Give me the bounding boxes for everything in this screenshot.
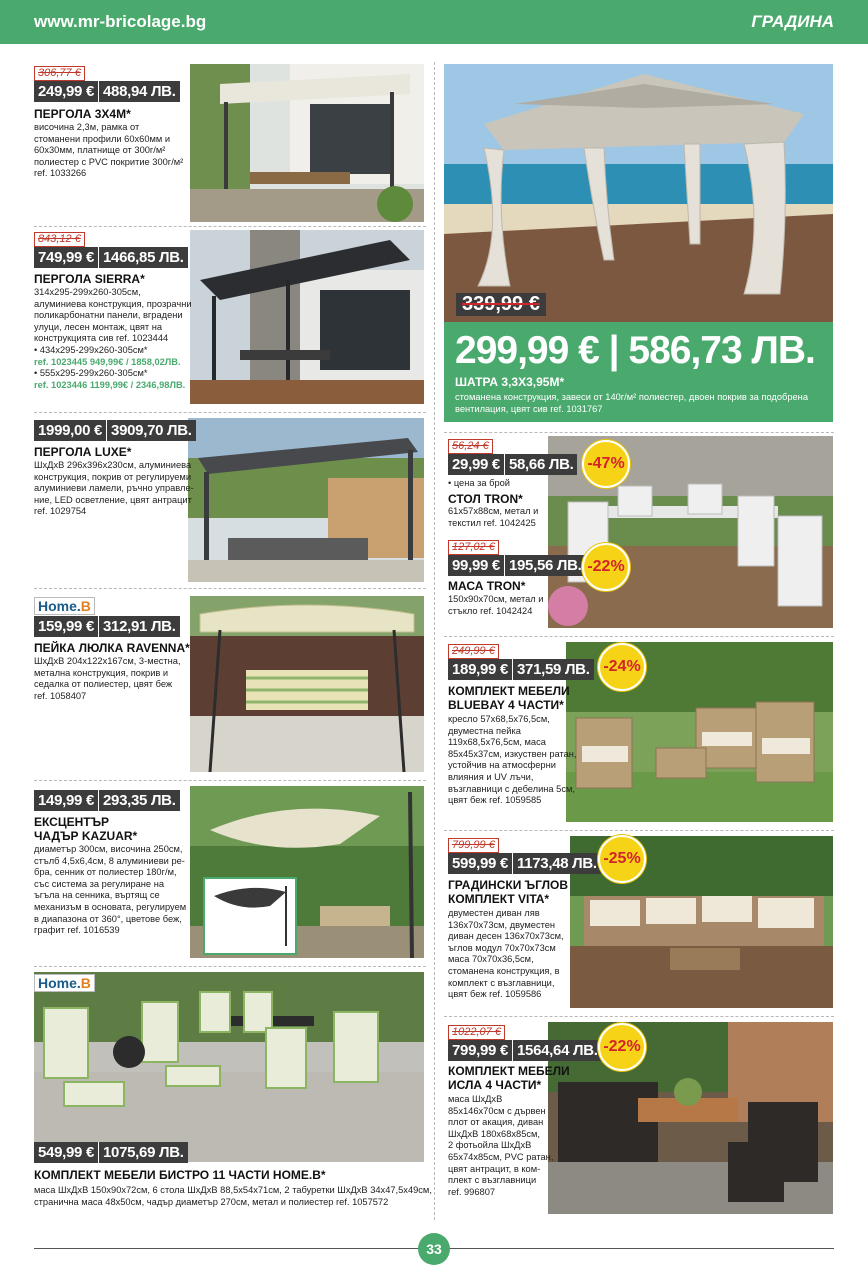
price-tag — [448, 1040, 602, 1061]
price-bgn: 1564,64 ЛВ. — [512, 1040, 602, 1061]
divider — [444, 636, 834, 637]
price-eur: 149,99 € — [38, 792, 94, 809]
site-url[interactable]: www.mr-bricolage.bg — [34, 12, 207, 31]
price-bgn: 58,66 ЛВ. — [504, 454, 578, 475]
price-eur: 189,99 € — [452, 661, 508, 678]
price-tag — [34, 247, 188, 268]
price-tag — [34, 420, 196, 441]
product-desc: ШхДхВ 296х396х230см, алуминиева конструкция, покрив от регулируеми алуминиеви ламели, ръчно управле- ние, LED осветление, цвят антрацит ref. 1029754 — [34, 460, 194, 517]
pergola-luxe-photo — [188, 418, 424, 582]
pergola-3x4-photo — [190, 64, 424, 222]
price-eur: 249,99 € — [38, 83, 94, 100]
home-b-logo: Home.B — [34, 597, 95, 615]
divider — [34, 588, 426, 589]
page-header — [0, 0, 868, 44]
old-price: 843,12 € — [34, 232, 85, 247]
product-desc: диаметър 300см, височина 250см, стълб 4,5х6,4см, 8 алуминиеви ре- бра, сенник от полиестер 180г/м, със система за регулиране на ъгъла на сенника, въртящ се механизъм в основата, регулируем в диапазона от 360°, цветове беж, графит ref. 1016539 — [34, 844, 187, 936]
price-bgn: 371,59 ЛВ. — [512, 659, 594, 680]
old-price: 249,99 € — [448, 644, 499, 659]
product-title: ГРАДИНСКИ ЪГЛОВ КОМПЛЕКТ VITA* — [448, 878, 569, 906]
old-price: 306,77 € — [34, 66, 85, 81]
product-desc: стоманена конструкция, завеси от 140г/м² полиестер, двоен покрив за подобрена вентилация, цвят сив ref. 1031767 — [455, 392, 808, 414]
bistro-set-photo — [34, 972, 424, 1162]
divider — [34, 780, 426, 781]
old-price: 56,24 € — [448, 439, 493, 454]
price-bgn: 3909,70 ЛВ. — [106, 420, 196, 441]
price-tag — [34, 616, 180, 637]
divider — [34, 226, 426, 227]
price-eur: 549,99 € — [38, 1144, 94, 1161]
product-desc: 150х90х70см, метал и стъкло ref. 1042424 — [448, 594, 544, 616]
product-title: КОМПЛЕКТ МЕБЕЛИ BLUEBAY 4 ЧАСТИ* — [448, 684, 570, 712]
price-bgn: 312,91 ЛВ. — [98, 616, 180, 637]
discount-badge: -47% — [582, 440, 630, 488]
product-desc: кресло 57х68,5х76,5см, двуместна пейка 119х68,5х76,5см, маса 85х45х37см, изкуствен ратан, устойчив на атмосферни влияния и UV лъчи, възглавници с дебелина 5см, цвят беж ref. 1059585 — [448, 714, 577, 806]
price-eur: 749,99 € — [38, 249, 94, 266]
price-tag — [34, 81, 180, 102]
product-title: ЕКСЦЕНТЪР ЧАДЪР KAZUAR* — [34, 815, 138, 843]
old-price: 339,99 € — [456, 293, 546, 316]
old-price: 1022,07 € — [448, 1025, 505, 1040]
price-big: 299,99 € | 586,73 ЛВ. — [455, 329, 815, 372]
price-tag — [448, 555, 586, 576]
price-bgn: 1466,85 ЛВ. — [98, 247, 188, 268]
product-desc: височина 2,3м, рамка от стоманени профили 60х60мм и 60х30мм, платнище от 300г/м² полиестер с PVC покритие 300г/м² ref. 1033266 — [34, 122, 184, 179]
product-title: МАСА TRON* — [448, 579, 526, 593]
product-title: ПЕЙКА ЛЮЛКА RAVENNA* — [34, 641, 190, 655]
price-eur: 599,99 € — [452, 855, 508, 872]
divider — [34, 966, 426, 967]
discount-badge: -24% — [598, 643, 646, 691]
price-eur: 159,99 € — [38, 618, 94, 635]
product-title: ПЕРГОЛА LUXE* — [34, 445, 132, 459]
product-title: КОМПЛЕКТ МЕБЕЛИ БИСТРО 11 ЧАСТИ HOME.B* — [34, 1168, 326, 1182]
swing-ravenna-photo — [190, 596, 424, 772]
product-desc: двуместен диван ляв 136х70х73см, двуместен диван десен 136х70х73см, ъглов модул 70х70х73см маса 70х70х36,5см, стоманена конструкция, в комплект с възглавници, цвят беж ref. 1059586 — [448, 908, 564, 1000]
product-desc: 314х295-299х260-305см, алуминиева конструкция, прозрачни поликарбонатни панели, вградени улуци, лесен монтаж, цвят на конструкцията сив ref. 1023444 • 434х295-299х260-305см* ref. 1023445 949,99€ / 1858,02ЛВ. • 555х295-299х260-305см* ref. 1023446 1199,99€ / 2346,98ЛВ. — [34, 287, 192, 390]
price-bgn: 488,94 ЛВ. — [98, 81, 180, 102]
product-desc: ШхДхВ 204х122х167см, 3-местна, метална конструкция, покрив и седалка от полиестер, цвят беж ref. 1058407 — [34, 656, 181, 701]
product-title: КОМПЛЕКТ МЕБЕЛИ ИСЛА 4 ЧАСТИ* — [448, 1064, 570, 1092]
product-desc: 61х57х88см, метал и текстил ref. 1042425 — [448, 506, 539, 528]
price-eur: 29,99 € — [452, 456, 500, 473]
gazebo-photo — [444, 64, 833, 324]
section-title: ГРАДИНА — [751, 12, 834, 31]
price-bgn: 293,35 ЛВ. — [98, 790, 180, 811]
divider — [444, 432, 834, 433]
umbrella-kazuar-photo — [190, 786, 424, 958]
discount-badge: -25% — [598, 835, 646, 883]
pergola-sierra-photo — [190, 230, 424, 404]
price-tag — [448, 853, 601, 874]
price-tag — [448, 454, 577, 475]
home-b-logo: Home.B — [34, 974, 95, 992]
price-tag — [448, 659, 594, 680]
price-eur: 1999,00 € — [38, 422, 103, 439]
product-desc: маса ШхДхВ 150х90х72см, 6 стола ШхДхВ 88,5х54х71см, 2 табуретки ШхДхВ 34х47,5х49см, странична маса 48х50см, чадър диаметър 270см, метал и полиестер ref. 1057572 — [34, 1185, 432, 1207]
price-eur: 799,99 € — [452, 1042, 508, 1059]
discount-badge: -22% — [598, 1023, 646, 1071]
divider — [34, 412, 426, 413]
product-desc: маса ШхДхВ 85х146х70см с дървен плот от акация, диван ШхДхВ 180х68х85см, 2 фотьойла ШхДхВ 65х74х85см, PVC ратан, цвят антрацит, в ком- плект с възглавници ref. 996807 — [448, 1094, 554, 1197]
price-note: • цена за брой — [448, 478, 510, 488]
old-price: 127,02 € — [448, 540, 499, 555]
divider — [444, 1016, 834, 1017]
price-bgn: 1173,48 ЛВ. — [512, 853, 601, 874]
product-title: СТОЛ TRON* — [448, 492, 523, 506]
product-title: ПЕРГОЛА SIERRA* — [34, 272, 145, 286]
price-bgn: 1075,69 ЛВ. — [98, 1142, 188, 1163]
price-tag — [34, 1142, 188, 1163]
product-title: ПЕРГОЛА 3Х4М* — [34, 107, 131, 121]
price-tag — [34, 790, 180, 811]
product-title: ШАТРА 3,3Х3,95М* — [455, 375, 565, 389]
page-number: 33 — [418, 1233, 450, 1265]
price-bgn: 195,56 ЛВ. — [504, 555, 586, 576]
discount-badge: -22% — [582, 543, 630, 591]
price-eur: 99,99 € — [452, 557, 500, 574]
divider — [444, 830, 834, 831]
column-divider — [434, 62, 435, 1220]
old-price: 799,99 € — [448, 838, 499, 853]
